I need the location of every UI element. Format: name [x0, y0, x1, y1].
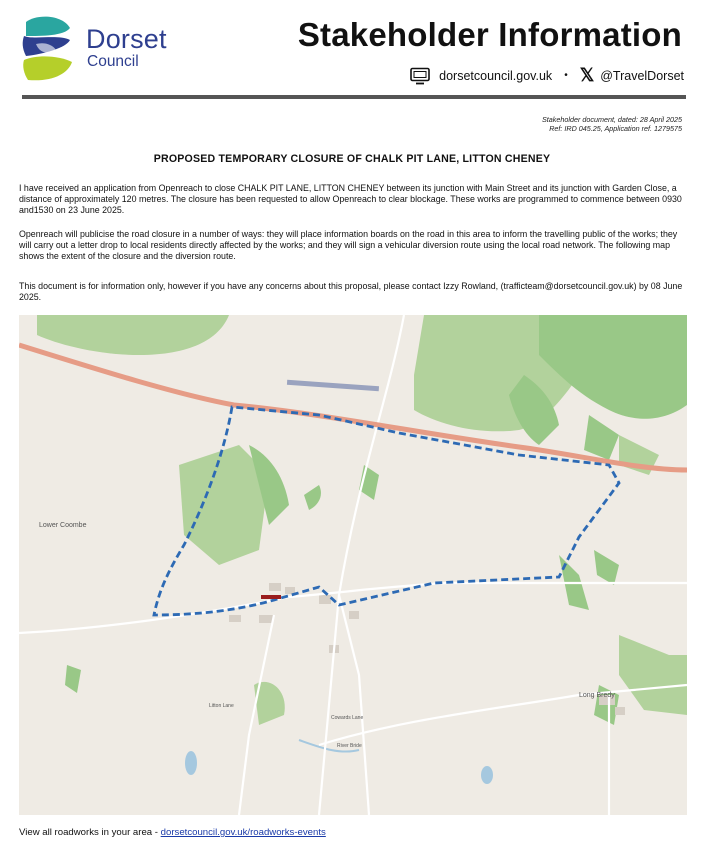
paragraph-contact: This document is for information only, however if you have any concerns about this proposal, please contact Izzy Rowland, (trafficteam@dorsetcouncil.gov.uk) by 08 June 2025.	[19, 281, 683, 302]
meta-ref: Ref: IRD 045.25, Application ref. 1279575	[549, 124, 682, 133]
dorset-council-logo	[22, 14, 74, 82]
document-title: PROPOSED TEMPORARY CLOSURE OF CHALK PIT LANE, LITTON CHENEY	[153, 153, 551, 165]
brand-sub: Council	[87, 53, 139, 70]
contact-bar	[409, 65, 684, 86]
map-label-lower-coombe: Lower Coombe	[39, 522, 87, 529]
meta-date: Stakeholder document, dated: 28 April 2025	[542, 115, 682, 124]
paragraph-application: I have received an application from Openreach to close CHALK PIT LANE, LITTON CHENEY between its junction with Main Street and its junction with Garden Close, a distance of approximately 120 metres. The closure has been requested to allow Openreach to clear blockage. These works are programmed to commence between 0930 and1530 on 23 June 2025.	[19, 183, 682, 215]
map-label-river-bride: River Bride	[337, 743, 362, 749]
header-rule	[22, 95, 686, 99]
x-twitter-icon: 𝕏	[579, 65, 595, 85]
map-label-long-bredy: Long Bredy	[579, 692, 615, 699]
computer-icon	[409, 67, 431, 85]
footer-text: View all roadworks in your area -	[19, 827, 161, 838]
map-label-litton-lane: Litton Lane	[209, 703, 234, 709]
website-link[interactable]: dorsetcouncil.gov.uk	[439, 68, 553, 83]
page-header	[0, 0, 704, 100]
map-label-cowards-lane: Cowards Lane	[331, 715, 364, 721]
document-meta	[542, 115, 682, 133]
closure-map[interactable]	[19, 315, 687, 815]
social-handle[interactable]: @TravelDorset	[600, 68, 684, 83]
paragraph-publicity: Openreach will publicise the road closure in a number of ways: they will place information boards on the road in this area to inform the travelling public of the works; they will carry out a letter drop to local residents directly affected by the works; and they will sign a vehicular diversion route using the local road network. The following map shows the extent of the closure and the diversion route.	[19, 229, 678, 261]
footer	[19, 827, 326, 838]
separator-dot: •	[564, 70, 568, 81]
roadworks-link[interactable]: dorsetcouncil.gov.uk/roadworks-events	[160, 827, 326, 838]
brand-name: Dorset	[86, 24, 167, 54]
page-title: Stakeholder Information	[297, 16, 682, 53]
